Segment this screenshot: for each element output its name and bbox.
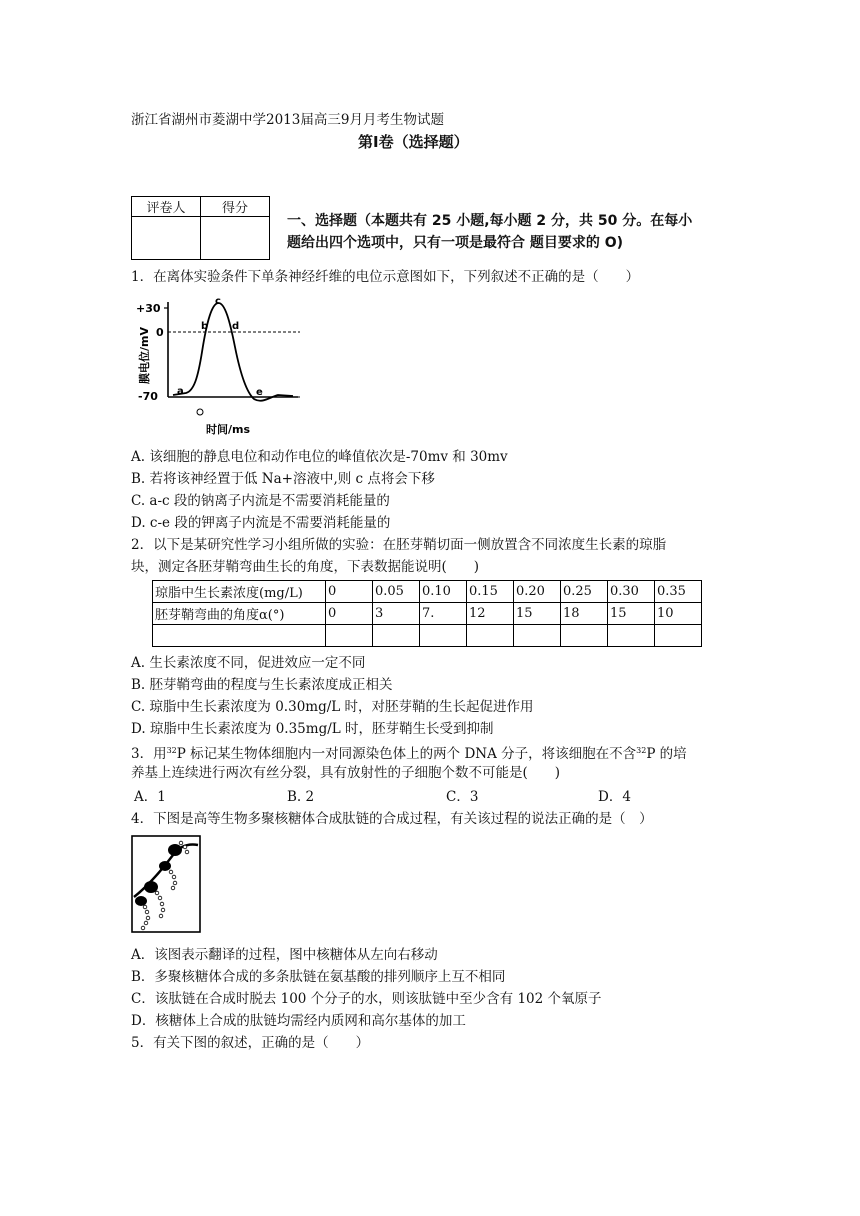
- table-cell: 10: [655, 603, 702, 625]
- q2-option-d: D. 琼脂中生长素浓度为 0.35mg/L 时，胚芽鞘生长受到抑制: [131, 721, 494, 737]
- table-cell: 0.20: [514, 581, 561, 603]
- table-cell: [373, 625, 420, 647]
- table-row: [153, 625, 702, 647]
- q2-option-c: C. 琼脂中生长素浓度为 0.30mg/L 时，对胚芽鞘的生长起促进作用: [131, 699, 534, 715]
- point-label-e: e: [256, 387, 263, 398]
- q4-option-c: C．该肽链在合成时脱去 100 个分子的水，则该肽链中至少含有 102 个氧原子: [131, 991, 602, 1007]
- grader-header: 评卷人: [132, 197, 201, 217]
- table-row-label: 胚芽鞘弯曲的角度α(°): [153, 603, 326, 625]
- table-cell: [467, 625, 514, 647]
- table-cell: 7.: [420, 603, 467, 625]
- polyribosome-diagram: [131, 835, 201, 933]
- table-row: [153, 603, 702, 625]
- section-heading-line1: 一、选择题（本题共有 25 小题,每小题 2 分，共 50 分。在每小: [287, 213, 693, 229]
- table-cell: 0.35: [655, 581, 702, 603]
- y-tick-top: +30: [136, 302, 161, 315]
- q4-option-b: B．多聚核糖体合成的多条肽链在氨基酸的排列顺序上互不相同: [131, 969, 506, 985]
- table-cell: [153, 625, 326, 647]
- q1-option-c: C. a-c 段的钠离子内流是不需要消耗能量的: [131, 493, 390, 509]
- table-cell: 0.10: [420, 581, 467, 603]
- grade-table: [131, 196, 270, 260]
- q2-option-b: B. 胚芽鞘弯曲的程度与生长素浓度成正相关: [131, 677, 393, 693]
- q1-option-d: D. c-e 段的钾离子内流是不需要消耗能量的: [131, 515, 391, 531]
- q3-option-c: C．3: [446, 789, 479, 805]
- q3-stem-part: 3．用: [131, 746, 167, 762]
- membrane-potential-graph: [128, 292, 308, 440]
- y-tick-bottom: -70: [138, 390, 158, 403]
- q2-option-a: A. 生长素浓度不同，促进效应一定不同: [131, 655, 366, 671]
- q3-option-b: B. 2: [287, 789, 315, 805]
- table-cell: 0: [326, 603, 373, 625]
- table-cell: 0.15: [467, 581, 514, 603]
- table-cell: 0.05: [373, 581, 420, 603]
- section-heading-line2: 题给出四个选项中，只有一项是最符合 题目要求的 O): [287, 235, 624, 251]
- q3-stem-part: P 标记某生物体细胞内一对同源染色体上的两个 DNA 分子，将该细胞在不含: [176, 746, 637, 762]
- exam-title: 浙江省湖州市菱湖中学2013届高三9月月考生物试题: [131, 112, 444, 128]
- auxin-data-table: [152, 580, 702, 647]
- table-cell: [420, 625, 467, 647]
- q3-stem-part: P 的培: [646, 746, 687, 762]
- table-row: [153, 581, 702, 603]
- q2-stem-line1: 2．以下是某研究性学习小组所做的实验：在胚芽鞘切面一侧放置含不同浓度生长素的琼脂: [131, 537, 667, 553]
- point-label-a: a: [177, 386, 184, 397]
- q1-option-b: B. 若将该神经置于低 Na+溶液中,则 c 点将会下移: [131, 471, 435, 487]
- q3-stem-line1: [131, 742, 687, 763]
- q3-option-a: A．1: [134, 789, 166, 805]
- table-cell: 0.25: [561, 581, 608, 603]
- grader-cell[interactable]: [132, 217, 201, 260]
- q4-option-a: A．该图表示翻译的过程，图中核糖体从左向右移动: [131, 947, 438, 963]
- table-row-label: 琼脂中生长素浓度(mg/L): [153, 581, 326, 603]
- table-cell: 0.30: [608, 581, 655, 603]
- table-cell: 0: [326, 581, 373, 603]
- superscript: 32: [166, 746, 177, 755]
- table-cell: [561, 625, 608, 647]
- q5-stem: 5．有关下图的叙述，正确的是（ ）: [131, 1035, 370, 1051]
- table-cell: 15: [608, 603, 655, 625]
- point-label-c: c: [215, 296, 221, 307]
- q3-option-d: D．4: [598, 789, 631, 805]
- q4-stem: 4．下图是高等生物多聚核糖体合成肽链的合成过程，有关该过程的说法正确的是（ ）: [131, 811, 653, 827]
- score-cell[interactable]: [201, 217, 270, 260]
- table-cell: 18: [561, 603, 608, 625]
- y-axis-label: 膜电位/mV: [138, 327, 151, 384]
- volume-heading: 第Ⅰ卷（选择题）: [358, 133, 469, 151]
- table-cell: 12: [467, 603, 514, 625]
- q3-stem-line2: 养基上连续进行两次有丝分裂，具有放射性的子细胞个数不可能是( ): [131, 765, 561, 781]
- y-tick-zero: 0: [156, 326, 164, 339]
- table-cell: [326, 625, 373, 647]
- x-axis-label: 时间/ms: [206, 423, 251, 436]
- point-label-d: d: [232, 321, 240, 332]
- q1-option-a: A. 该细胞的静息电位和动作电位的峰值依次是-70mv 和 30mv: [131, 449, 508, 465]
- table-cell: 15: [514, 603, 561, 625]
- q1-stem: 1．在离体实验条件下单条神经纤维的电位示意图如下，下列叙述不正确的是（ ）: [131, 269, 640, 285]
- table-cell: [655, 625, 702, 647]
- q4-option-d: D．核糖体上合成的肽链均需经内质网和高尔基体的加工: [131, 1013, 466, 1029]
- table-cell: [608, 625, 655, 647]
- section-heading: [287, 210, 707, 254]
- point-label-b: b: [201, 321, 209, 332]
- q2-stem-line2: 块，测定各胚芽鞘弯曲生长的角度，下表数据能说明( ): [131, 559, 480, 575]
- score-header: 得分: [201, 197, 270, 217]
- superscript: 32: [636, 746, 647, 755]
- table-cell: 3: [373, 603, 420, 625]
- table-cell: [514, 625, 561, 647]
